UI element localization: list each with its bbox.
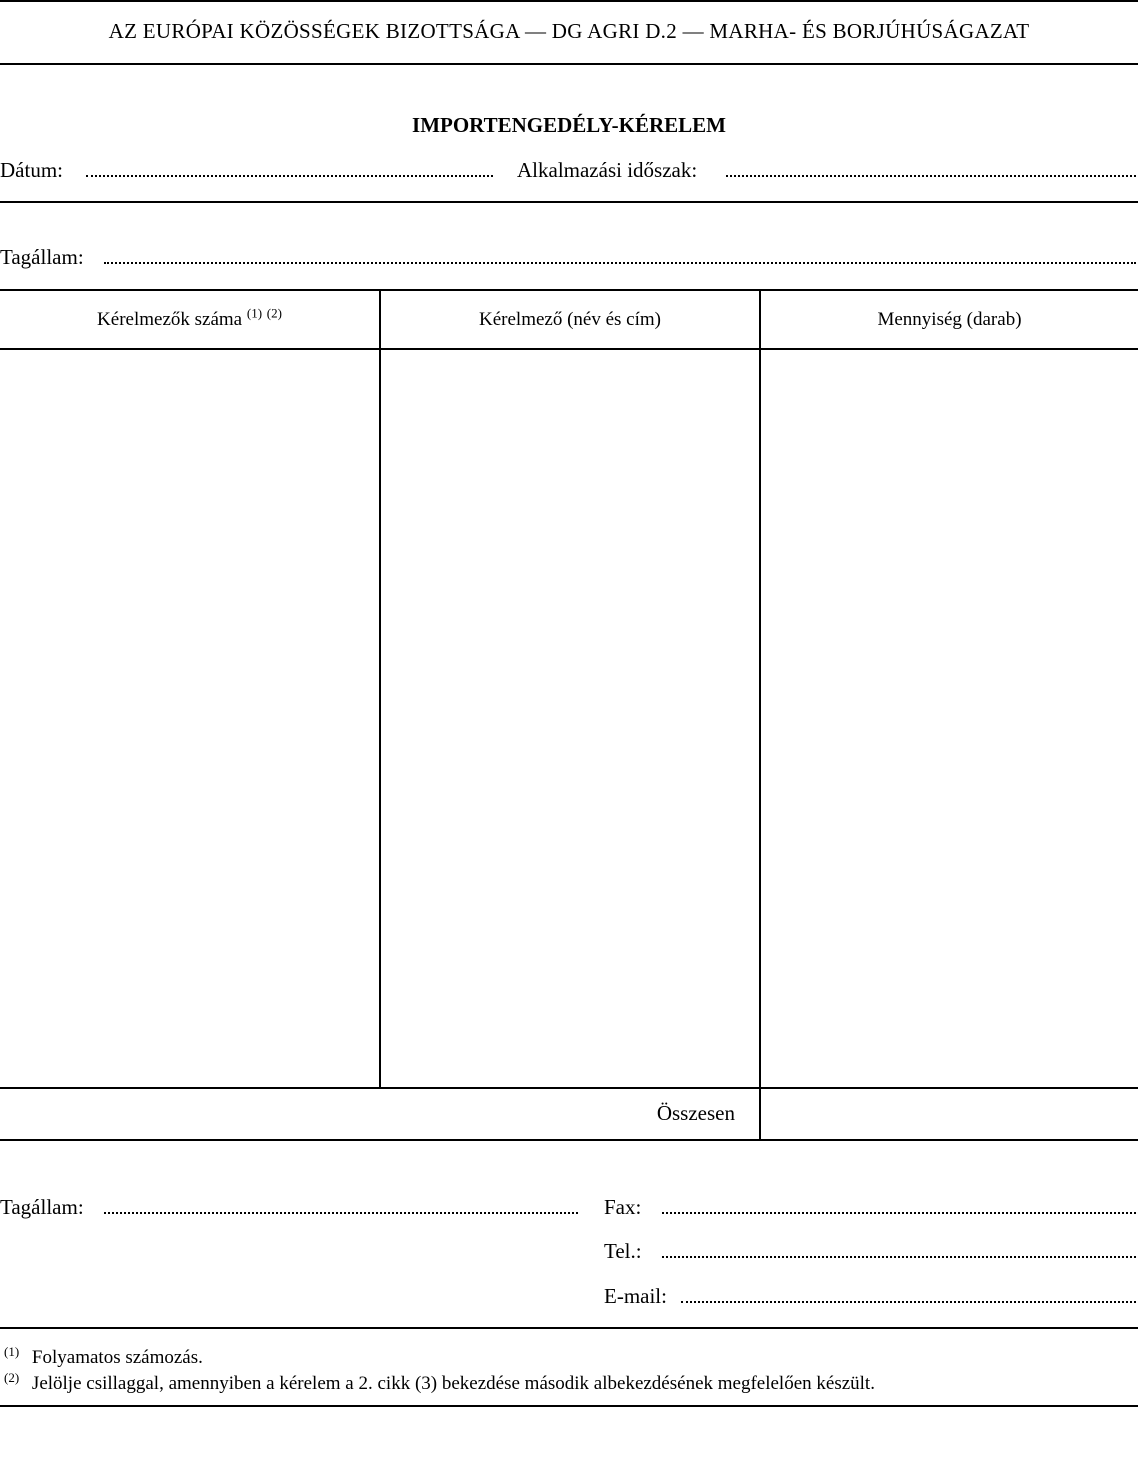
total-label: Összesen (656, 1101, 735, 1125)
column-header-applicant-number (0, 305, 379, 330)
member-state-field[interactable] (104, 262, 1136, 264)
quantity-cell[interactable] (761, 350, 1138, 1087)
footnote-2 (4, 1371, 875, 1393)
column-header-applicant: Kérelmező (név és cím) (479, 309, 661, 330)
table-top-rule (0, 289, 1138, 291)
page-header: AZ EURÓPAI KÖZÖSSÉGEK BIZOTTSÁGA — DG AGRI D.2 — MARHA- ÉS BORJÚHÚSÁGAZAT (108, 19, 1030, 43)
applicant-number-cell[interactable] (0, 350, 379, 1087)
fax-label: Fax: (604, 1195, 642, 1219)
footnote-1-ref: (1) (4, 1344, 20, 1359)
form-title: IMPORTENGEDÉLY-KÉRELEM (412, 113, 726, 137)
top-rule (0, 0, 1138, 2)
email-label: E-mail: (604, 1284, 667, 1308)
contact-member-state-label: Tagállam: (0, 1195, 84, 1219)
date-rule (0, 201, 1138, 203)
tel-field[interactable] (662, 1256, 1136, 1258)
email-field[interactable] (681, 1301, 1136, 1303)
table-bottom-rule (0, 1139, 1138, 1141)
date-field[interactable] (86, 175, 493, 177)
footnote-2-text: Jelölje csillaggal, amennyiben a kérelem a 2. cikk (3) bekezdése második albekezdésének megfelelően készült. (31, 1373, 875, 1395)
applicant-cell[interactable] (381, 350, 759, 1087)
footnote-1-text: Folyamatos számozás. (31, 1347, 203, 1369)
member-state-label: Tagállam: (0, 245, 84, 269)
footnote-1 (4, 1345, 203, 1367)
header-rule (0, 63, 1138, 65)
column-header-applicant-number-label: Kérelmezők száma (97, 309, 243, 330)
tel-label: Tel.: (604, 1239, 642, 1263)
fax-field[interactable] (662, 1212, 1136, 1214)
footnote-ref-1: (1) (246, 305, 263, 321)
total-cell[interactable] (761, 1089, 1138, 1138)
footnote-2-ref: (2) (4, 1370, 20, 1385)
period-label: Alkalmazási időszak: (517, 158, 698, 182)
contact-member-state-field[interactable] (104, 1212, 578, 1214)
period-field[interactable] (726, 175, 1136, 177)
bottom-rule (0, 1405, 1138, 1407)
date-label: Dátum: (0, 158, 63, 182)
footnote-rule (0, 1327, 1138, 1329)
column-header-quantity: Mennyiség (darab) (877, 309, 1022, 330)
footnote-ref-2: (2) (266, 305, 282, 321)
